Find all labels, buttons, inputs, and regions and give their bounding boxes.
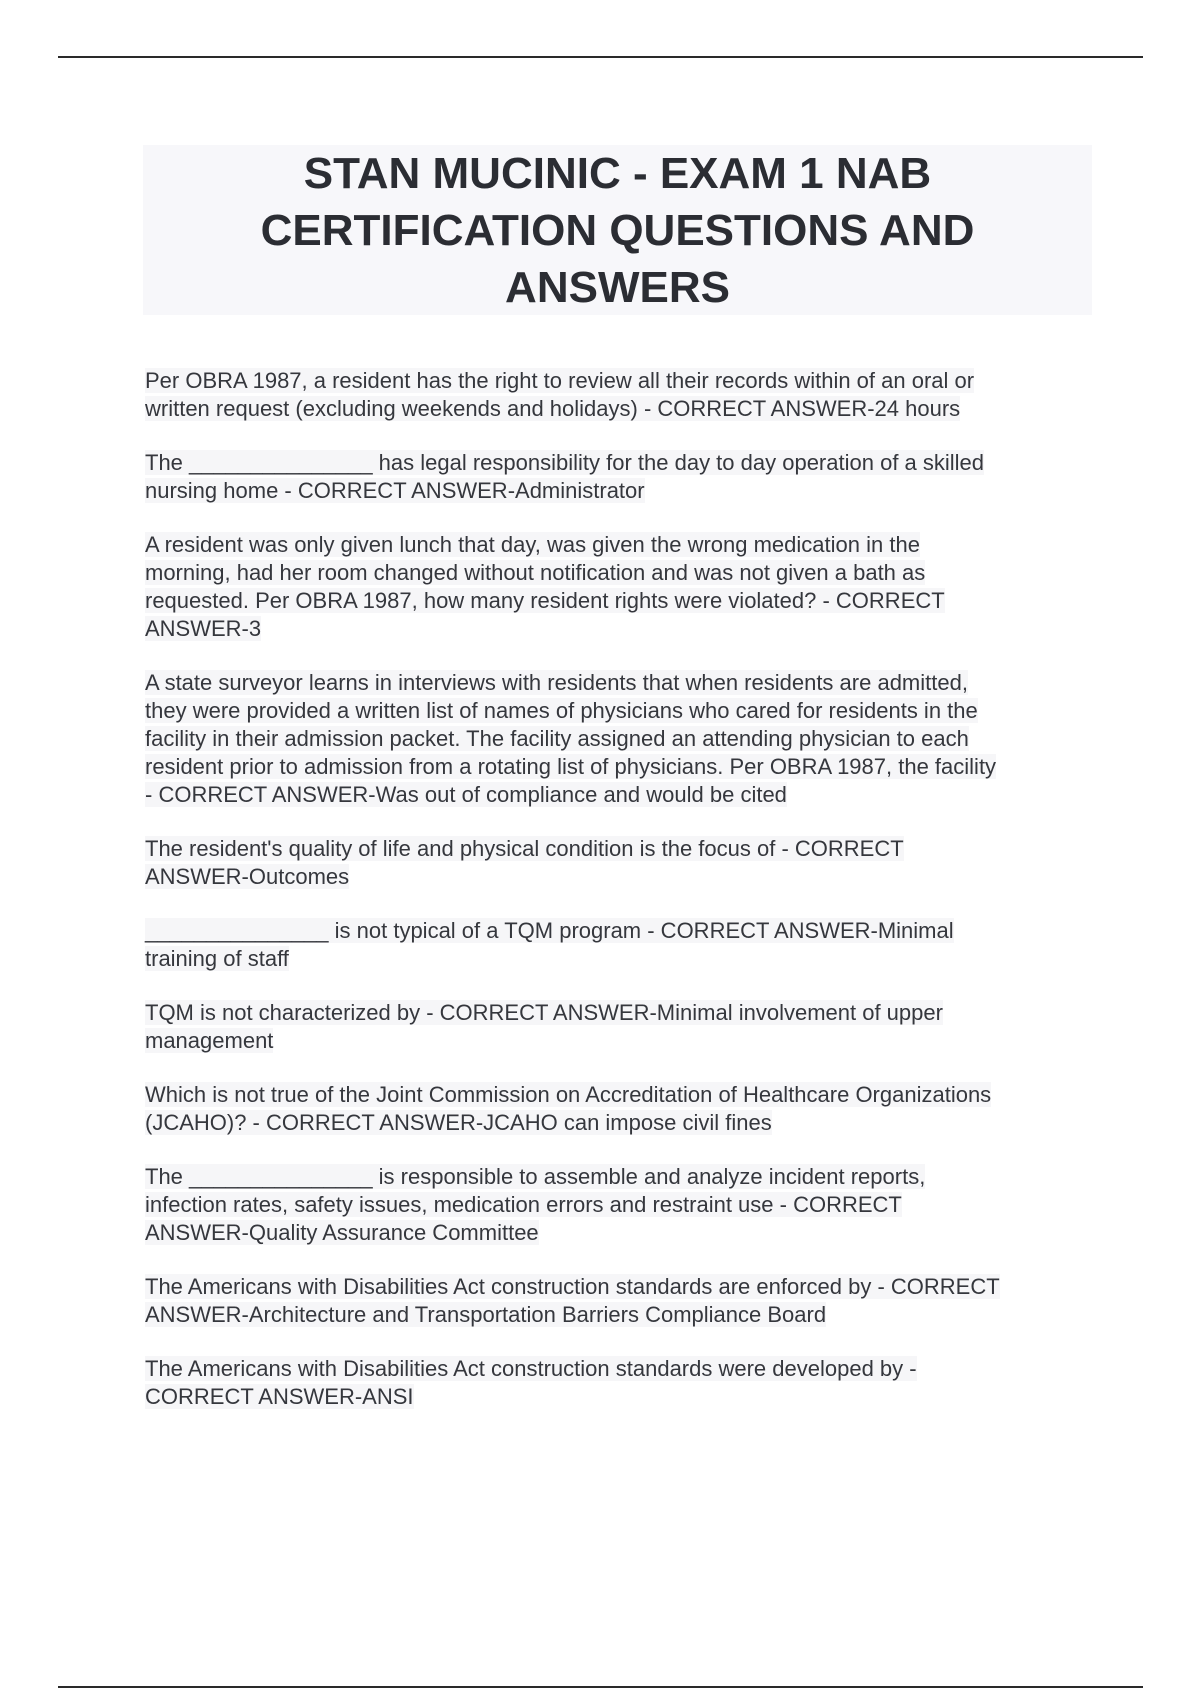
qa-text: The Americans with Disabilities Act construction standards were developed by - CORRECT ANSWER-ANSI bbox=[145, 1356, 917, 1409]
title-banner bbox=[143, 145, 1092, 315]
top-divider bbox=[58, 56, 1143, 58]
qa-text: The resident's quality of life and physical condition is the focus of - CORRECT ANSWER-Outcomes bbox=[145, 836, 904, 889]
qa-text: Per OBRA 1987, a resident has the right to review all their records within of an oral or written request (excluding weekends and holidays) - CORRECT ANSWER-24 hours bbox=[145, 368, 975, 421]
qa-list bbox=[145, 367, 1095, 1437]
qa-item bbox=[145, 835, 1095, 891]
qa-text: The _______________ is responsible to assemble and analyze incident reports, infection rates, safety issues, medication errors and restraint use - CORRECT ANSWER-Quality Assurance Committee bbox=[145, 1164, 926, 1245]
qa-item bbox=[145, 1163, 1095, 1247]
qa-item bbox=[145, 917, 1095, 973]
qa-text: TQM is not characterized by - CORRECT ANSWER-Minimal involvement of upper management bbox=[145, 1000, 943, 1053]
qa-item bbox=[145, 1355, 1095, 1411]
qa-text: The Americans with Disabilities Act construction standards are enforced by - CORRECT ANSWER-Architecture and Transportation Barriers Compliance Board bbox=[145, 1274, 1000, 1327]
qa-text: A resident was only given lunch that day, was given the wrong medication in the morning, had her room changed without notification and was not given a bath as requested. Per OBRA 1987, how many resident rights were violated? - CORRECT ANSWER-3 bbox=[145, 532, 945, 641]
qa-text: _______________ is not typical of a TQM program - CORRECT ANSWER-Minimal training of staff bbox=[145, 918, 954, 971]
qa-text: A state surveyor learns in interviews with residents that when residents are admitted, they were provided a written list of names of physicians who cared for residents in the facility in their admission packet. The facility assigned an attending physician to each resident prior to admission from a rotating list of physicians. Per OBRA 1987, the facility - CORRECT ANSWER-Was out of compliance and would be cited bbox=[145, 670, 997, 807]
bottom-divider bbox=[58, 1686, 1143, 1688]
qa-item bbox=[145, 449, 1095, 505]
qa-item bbox=[145, 1273, 1095, 1329]
qa-item bbox=[145, 1081, 1095, 1137]
qa-item bbox=[145, 531, 1095, 643]
qa-item bbox=[145, 999, 1095, 1055]
qa-item bbox=[145, 367, 1095, 423]
qa-text: Which is not true of the Joint Commission on Accreditation of Healthcare Organizations (JCAHO)? - CORRECT ANSWER-JCAHO can impose civil fines bbox=[145, 1082, 992, 1135]
qa-text: The _______________ has legal responsibility for the day to day operation of a skilled nursing home - CORRECT ANSWER-Administrator bbox=[145, 450, 985, 503]
qa-item bbox=[145, 669, 1095, 809]
page-title: STAN MUCINIC - EXAM 1 NAB CERTIFICATION QUESTIONS AND ANSWERS bbox=[260, 148, 975, 312]
